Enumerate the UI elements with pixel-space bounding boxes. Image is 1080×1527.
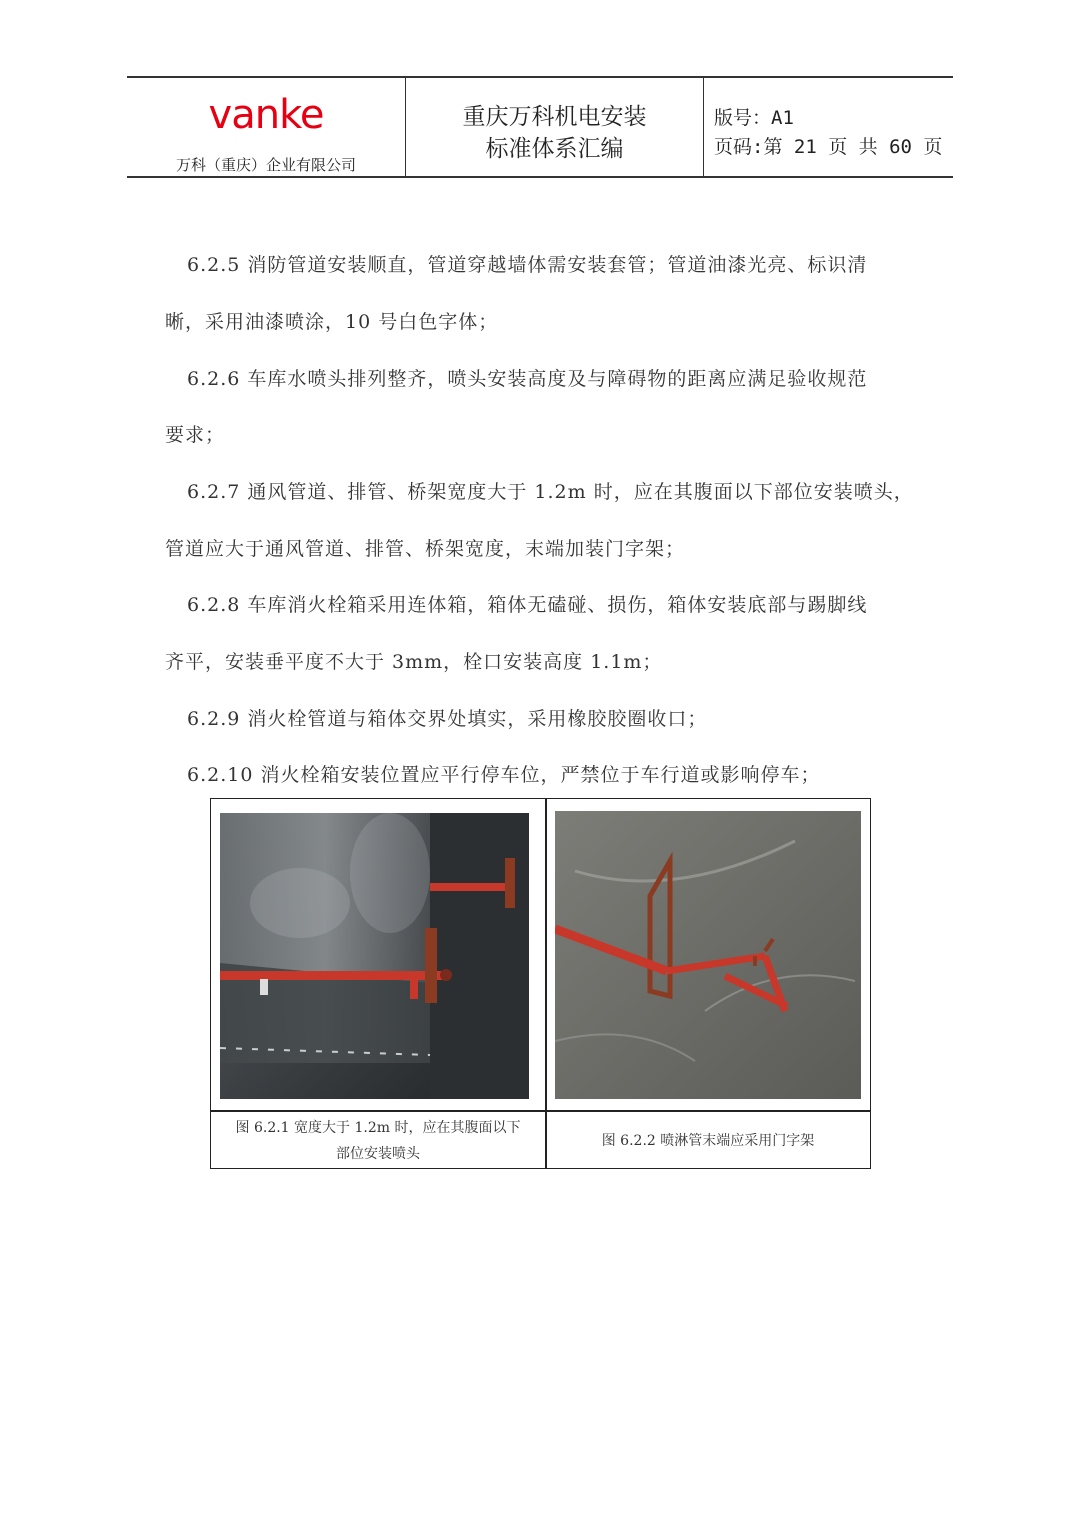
figure-6-2-2-caption-line1: 图 6.2.2 喷淋管末端应采用门字架 — [601, 1132, 815, 1149]
para-6-2-8-line2: 齐平，安装垂平度不大于 3mm，栓口安装高度 1.1m； — [165, 651, 663, 673]
table-divider-horizontal — [211, 1110, 870, 1112]
para-6-2-6-line2: 要求； — [165, 424, 226, 446]
photo-duct-sprinkler-svg — [220, 813, 529, 1099]
para-6-2-8-line1: 6.2.8 车库消火栓箱采用连体箱，箱体无磕碰、损伤，箱体安装底部与踢脚线 — [187, 594, 868, 616]
company-name: 万科（重庆）企业有限公司 — [175, 156, 356, 174]
header-logo-cell — [127, 78, 406, 176]
photo-pipe-end-bracket-svg — [555, 811, 861, 1099]
para-6-2-5-line1: 6.2.5 消防管道安装顺直，管道穿越墙体需安装套管；管道油漆光亮、标识清 — [187, 254, 868, 276]
para-6-2-7-line2: 管道应大于通风管道、排管、桥架宽度，末端加装门字架； — [165, 538, 686, 560]
figure-table — [210, 798, 871, 1169]
photo-pipe-end-bracket — [555, 811, 861, 1099]
photo-duct-sprinkler — [220, 813, 529, 1099]
header-title-cell — [406, 78, 704, 176]
doc-title-line1: 重庆万科机电安装 — [462, 104, 647, 130]
document-header — [127, 76, 953, 178]
para-6-2-9: 6.2.9 消火栓管道与箱体交界处填实，采用橡胶胶圈收口； — [187, 708, 708, 730]
doc-title-line2: 标准体系汇编 — [485, 136, 624, 162]
figure-6-2-1-caption-line2: 部位安装喷头 — [336, 1145, 420, 1162]
para-6-2-10: 6.2.10 消火栓箱安装位置应平行停车位，严禁位于车行道或影响停车； — [187, 764, 821, 786]
para-6-2-7-line1: 6.2.7 通风管道、排管、桥架宽度大于 1.2m 时，应在其腹面以下部位安装喷头， — [187, 481, 914, 503]
para-6-2-5-line2: 晰，采用油漆喷涂，10 号白色字体； — [165, 311, 499, 333]
page-number: 页码:第 21 页 共 60 页 — [714, 136, 943, 158]
vanke-logo: vanke — [208, 92, 324, 138]
figure-6-2-1-caption-line1: 图 6.2.1 宽度大于 1.2m 时，应在其腹面以下 — [235, 1119, 521, 1136]
version-number: 版号：A1 — [714, 107, 794, 129]
figure-6-2-2-caption — [547, 1113, 869, 1168]
header-meta-cell — [704, 78, 953, 176]
para-6-2-6-line1: 6.2.6 车库水喷头排列整齐，喷头安装高度及与障碍物的距离应满足验收规范 — [187, 368, 868, 390]
figure-6-2-1-caption — [211, 1113, 545, 1168]
